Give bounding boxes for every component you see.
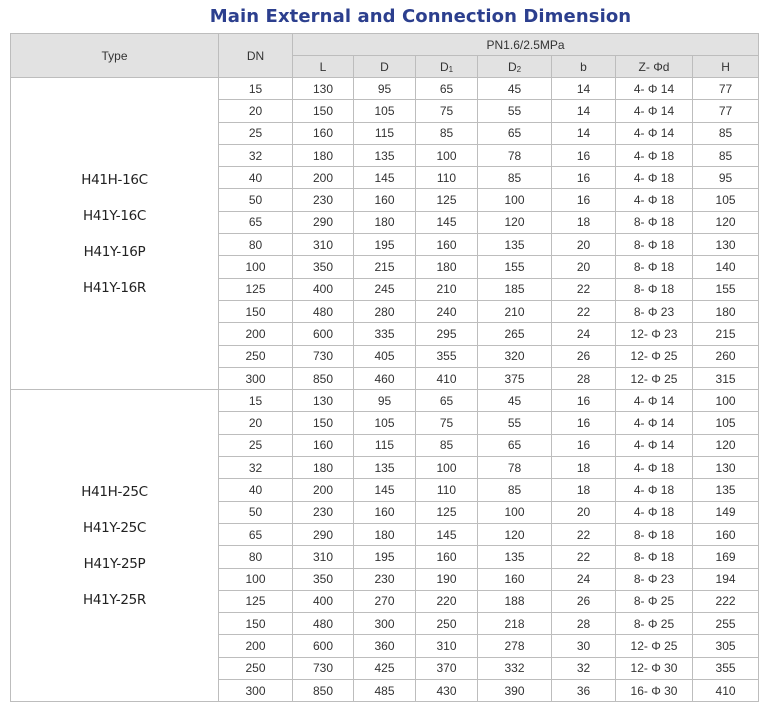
table-cell: 100 — [416, 144, 478, 166]
table-cell: 260 — [693, 345, 759, 367]
table-cell: 4- Φ 14 — [616, 78, 693, 100]
table-cell: 22 — [552, 546, 616, 568]
table-cell: 4- Φ 14 — [616, 434, 693, 456]
table-cell: 265 — [478, 323, 552, 345]
table-cell: 40 — [219, 167, 293, 189]
table-cell: 78 — [478, 457, 552, 479]
table-cell: 155 — [478, 256, 552, 278]
table-cell: 8- Φ 18 — [616, 523, 693, 545]
table-cell: 405 — [354, 345, 416, 367]
table-cell: 400 — [293, 590, 354, 612]
table-cell: 18 — [552, 457, 616, 479]
table-cell: 230 — [293, 501, 354, 523]
header-h: H — [693, 56, 759, 78]
table-cell: 8- Φ 23 — [616, 568, 693, 590]
table-cell: 16 — [552, 390, 616, 412]
table-cell: 355 — [693, 657, 759, 679]
table-cell: 125 — [219, 278, 293, 300]
table-cell: 310 — [416, 635, 478, 657]
table-cell: 130 — [693, 234, 759, 256]
table-cell: 36 — [552, 680, 616, 702]
table-cell: 145 — [354, 167, 416, 189]
table-cell: 14 — [552, 122, 616, 144]
table-cell: 85 — [478, 167, 552, 189]
table-cell: 105 — [354, 100, 416, 122]
table-cell: 600 — [293, 635, 354, 657]
table-cell: 18 — [552, 479, 616, 501]
table-cell: 16 — [552, 412, 616, 434]
table-cell: 85 — [693, 122, 759, 144]
table-cell: 222 — [693, 590, 759, 612]
table-cell: 30 — [552, 635, 616, 657]
table-cell: 14 — [552, 78, 616, 100]
table-cell: 12- Φ 23 — [616, 323, 693, 345]
table-cell: 130 — [293, 78, 354, 100]
table-cell: 150 — [219, 300, 293, 322]
table-cell: 4- Φ 18 — [616, 457, 693, 479]
type-label: H41Y-25P — [83, 555, 146, 572]
table-cell: 65 — [416, 78, 478, 100]
table-cell: 332 — [478, 657, 552, 679]
table-cell: 55 — [478, 412, 552, 434]
table-cell: 200 — [293, 479, 354, 501]
table-cell: 26 — [552, 590, 616, 612]
table-cell: 4- Φ 18 — [616, 479, 693, 501]
table-cell: 14 — [552, 100, 616, 122]
table-cell: 8- Φ 18 — [616, 546, 693, 568]
table-cell: 320 — [478, 345, 552, 367]
table-cell: 65 — [478, 434, 552, 456]
table-cell: 40 — [219, 479, 293, 501]
table-cell: 160 — [416, 546, 478, 568]
table-cell: 305 — [693, 635, 759, 657]
table-cell: 125 — [416, 189, 478, 211]
type-cell — [11, 390, 219, 702]
table-cell: 210 — [478, 300, 552, 322]
table-cell: 250 — [219, 345, 293, 367]
table-cell: 190 — [416, 568, 478, 590]
table-cell: 4- Φ 18 — [616, 144, 693, 166]
table-cell: 290 — [293, 211, 354, 233]
table-cell: 370 — [416, 657, 478, 679]
table-cell: 20 — [552, 501, 616, 523]
table-cell: 100 — [416, 457, 478, 479]
table-cell: 135 — [478, 234, 552, 256]
table-cell: 22 — [552, 278, 616, 300]
header-z-phi-d: Z- Φd — [616, 56, 693, 78]
table-cell: 730 — [293, 345, 354, 367]
table-cell: 185 — [478, 278, 552, 300]
table-cell: 480 — [293, 613, 354, 635]
table-cell: 25 — [219, 122, 293, 144]
table-cell: 28 — [552, 613, 616, 635]
table-cell: 200 — [219, 323, 293, 345]
table-cell: 195 — [354, 546, 416, 568]
table-cell: 4- Φ 18 — [616, 189, 693, 211]
table-cell: 80 — [219, 546, 293, 568]
table-cell: 85 — [416, 122, 478, 144]
table-cell: 280 — [354, 300, 416, 322]
table-cell: 65 — [219, 211, 293, 233]
table-cell: 32 — [219, 144, 293, 166]
table-cell: 4- Φ 14 — [616, 122, 693, 144]
table-cell: 200 — [293, 167, 354, 189]
table-cell: 390 — [478, 680, 552, 702]
table-cell: 100 — [219, 568, 293, 590]
table-cell: 410 — [693, 680, 759, 702]
table-cell: 145 — [354, 479, 416, 501]
table-cell: 130 — [693, 457, 759, 479]
table-cell: 8- Φ 18 — [616, 234, 693, 256]
table-cell: 315 — [693, 367, 759, 389]
table-cell: 150 — [219, 613, 293, 635]
type-label: H41Y-16R — [82, 279, 146, 296]
table-cell: 75 — [416, 412, 478, 434]
table-cell: 355 — [416, 345, 478, 367]
table-cell: 310 — [293, 546, 354, 568]
table-cell: 16 — [552, 144, 616, 166]
table-cell: 77 — [693, 78, 759, 100]
table-cell: 16 — [552, 167, 616, 189]
table-cell: 130 — [293, 390, 354, 412]
table-cell: 180 — [354, 211, 416, 233]
table-cell: 20 — [219, 412, 293, 434]
table-cell: 20 — [552, 256, 616, 278]
table-cell: 135 — [478, 546, 552, 568]
table-cell: 160 — [693, 523, 759, 545]
table-cell: 8- Φ 25 — [616, 590, 693, 612]
table-cell: 120 — [693, 211, 759, 233]
table-cell: 160 — [293, 434, 354, 456]
table-cell: 140 — [693, 256, 759, 278]
table-cell: 155 — [693, 278, 759, 300]
dimension-table — [10, 33, 759, 702]
type-label: H41H-25C — [81, 483, 148, 500]
table-cell: 20 — [552, 234, 616, 256]
table-cell: 85 — [693, 144, 759, 166]
table-cell: 100 — [219, 256, 293, 278]
table-cell: 110 — [416, 167, 478, 189]
table-cell: 310 — [293, 234, 354, 256]
table-cell: 300 — [219, 680, 293, 702]
table-cell: 180 — [693, 300, 759, 322]
table-cell: 105 — [693, 189, 759, 211]
table-cell: 250 — [219, 657, 293, 679]
table-cell: 80 — [219, 234, 293, 256]
table-cell: 115 — [354, 122, 416, 144]
type-label: H41H-16C — [81, 171, 148, 188]
type-label: H41Y-16C — [82, 207, 147, 224]
type-cell — [11, 78, 219, 390]
table-cell: 230 — [293, 189, 354, 211]
table-cell: 22 — [552, 523, 616, 545]
table-cell: 100 — [478, 501, 552, 523]
table-cell: 160 — [416, 234, 478, 256]
table-cell: 485 — [354, 680, 416, 702]
table-cell: 50 — [219, 501, 293, 523]
table-cell: 240 — [416, 300, 478, 322]
table-cell: 50 — [219, 189, 293, 211]
table-cell: 290 — [293, 523, 354, 545]
table-cell: 350 — [293, 568, 354, 590]
table-cell: 160 — [354, 189, 416, 211]
table-cell: 12- Φ 30 — [616, 657, 693, 679]
table-cell: 95 — [354, 390, 416, 412]
table-cell: 26 — [552, 345, 616, 367]
table-cell: 16- Φ 30 — [616, 680, 693, 702]
table-cell: 850 — [293, 367, 354, 389]
table-cell: 15 — [219, 78, 293, 100]
table-cell: 149 — [693, 501, 759, 523]
table-cell: 120 — [693, 434, 759, 456]
table-cell: 75 — [416, 100, 478, 122]
table-cell: 12- Φ 25 — [616, 367, 693, 389]
table-cell: 215 — [693, 323, 759, 345]
table-cell: 100 — [478, 189, 552, 211]
table-cell: 24 — [552, 323, 616, 345]
table-row — [11, 78, 759, 100]
table-body — [11, 78, 759, 702]
table-cell: 135 — [693, 479, 759, 501]
table-cell: 16 — [552, 434, 616, 456]
table-cell: 218 — [478, 613, 552, 635]
table-cell: 28 — [552, 367, 616, 389]
table-cell: 169 — [693, 546, 759, 568]
table-cell: 270 — [354, 590, 416, 612]
header-d: D — [354, 56, 416, 78]
page-title: Main External and Connection Dimension — [209, 6, 632, 27]
header-l: L — [293, 56, 354, 78]
type-label: H41Y-25R — [82, 591, 146, 608]
table-cell: 25 — [219, 434, 293, 456]
table-cell: 278 — [478, 635, 552, 657]
table-cell: 335 — [354, 323, 416, 345]
table-cell: 125 — [219, 590, 293, 612]
table-cell: 4- Φ 14 — [616, 100, 693, 122]
table-cell: 32 — [219, 457, 293, 479]
table-cell: 730 — [293, 657, 354, 679]
header-d2: $D_2$ — [478, 56, 552, 78]
table-cell: 4- Φ 14 — [616, 412, 693, 434]
table-cell: 360 — [354, 635, 416, 657]
table-cell: 95 — [693, 167, 759, 189]
table-cell: 180 — [354, 523, 416, 545]
table-cell: 150 — [293, 100, 354, 122]
table-cell: 105 — [354, 412, 416, 434]
table-cell: 120 — [478, 211, 552, 233]
table-cell: 20 — [219, 100, 293, 122]
table-cell: 45 — [478, 390, 552, 412]
table-cell: 215 — [354, 256, 416, 278]
table-cell: 115 — [354, 434, 416, 456]
table-cell: 15 — [219, 390, 293, 412]
table-cell: 77 — [693, 100, 759, 122]
table-cell: 400 — [293, 278, 354, 300]
table-cell: 600 — [293, 323, 354, 345]
table-cell: 110 — [416, 479, 478, 501]
table-cell: 430 — [416, 680, 478, 702]
table-cell: 250 — [416, 613, 478, 635]
table-cell: 8- Φ 18 — [616, 278, 693, 300]
table-cell: 85 — [478, 479, 552, 501]
table-cell: 78 — [478, 144, 552, 166]
table-cell: 850 — [293, 680, 354, 702]
table-header — [11, 34, 759, 78]
table-cell: 18 — [552, 211, 616, 233]
table-cell: 160 — [354, 501, 416, 523]
table-cell: 4- Φ 18 — [616, 501, 693, 523]
table-cell: 105 — [693, 412, 759, 434]
table-cell: 160 — [293, 122, 354, 144]
header-dn: DN — [219, 34, 293, 78]
table-cell: 194 — [693, 568, 759, 590]
table-cell: 245 — [354, 278, 416, 300]
table-cell: 12- Φ 25 — [616, 635, 693, 657]
table-cell: 195 — [354, 234, 416, 256]
table-cell: 135 — [354, 144, 416, 166]
table-row — [11, 390, 759, 412]
table-cell: 24 — [552, 568, 616, 590]
table-cell: 210 — [416, 278, 478, 300]
table-cell: 120 — [478, 523, 552, 545]
table-cell: 8- Φ 18 — [616, 256, 693, 278]
table-cell: 410 — [416, 367, 478, 389]
table-cell: 150 — [293, 412, 354, 434]
table-cell: 220 — [416, 590, 478, 612]
table-cell: 65 — [478, 122, 552, 144]
table-cell: 55 — [478, 100, 552, 122]
table-cell: 16 — [552, 189, 616, 211]
type-label: H41Y-25C — [82, 519, 147, 536]
table-cell: 350 — [293, 256, 354, 278]
table-cell: 180 — [293, 144, 354, 166]
table-cell: 32 — [552, 657, 616, 679]
table-cell: 295 — [416, 323, 478, 345]
header-type: Type — [11, 34, 219, 78]
table-cell: 255 — [693, 613, 759, 635]
table-cell: 300 — [354, 613, 416, 635]
table-cell: 100 — [693, 390, 759, 412]
header-pressure: PN1.6/2.5MPa — [293, 34, 759, 56]
table-cell: 145 — [416, 211, 478, 233]
table-cell: 4- Φ 18 — [616, 167, 693, 189]
table-cell: 180 — [293, 457, 354, 479]
table-cell: 8- Φ 18 — [616, 211, 693, 233]
table-cell: 8- Φ 25 — [616, 613, 693, 635]
table-cell: 180 — [416, 256, 478, 278]
table-cell: 65 — [416, 390, 478, 412]
table-cell: 480 — [293, 300, 354, 322]
table-cell: 300 — [219, 367, 293, 389]
table-cell: 188 — [478, 590, 552, 612]
table-cell: 95 — [354, 78, 416, 100]
table-cell: 160 — [478, 568, 552, 590]
table-cell: 375 — [478, 367, 552, 389]
table-cell: 85 — [416, 434, 478, 456]
table-cell: 8- Φ 23 — [616, 300, 693, 322]
table-cell: 200 — [219, 635, 293, 657]
type-label: H41Y-16P — [83, 243, 146, 260]
header-b: b — [552, 56, 616, 78]
table-cell: 135 — [354, 457, 416, 479]
table-cell: 145 — [416, 523, 478, 545]
table-cell: 22 — [552, 300, 616, 322]
table-cell: 45 — [478, 78, 552, 100]
table-cell: 125 — [416, 501, 478, 523]
table-cell: 460 — [354, 367, 416, 389]
table-cell: 425 — [354, 657, 416, 679]
header-d1: $D_1$ — [416, 56, 478, 78]
table-cell: 65 — [219, 523, 293, 545]
table-cell: 4- Φ 14 — [616, 390, 693, 412]
table-cell: 230 — [354, 568, 416, 590]
table-cell: 12- Φ 25 — [616, 345, 693, 367]
